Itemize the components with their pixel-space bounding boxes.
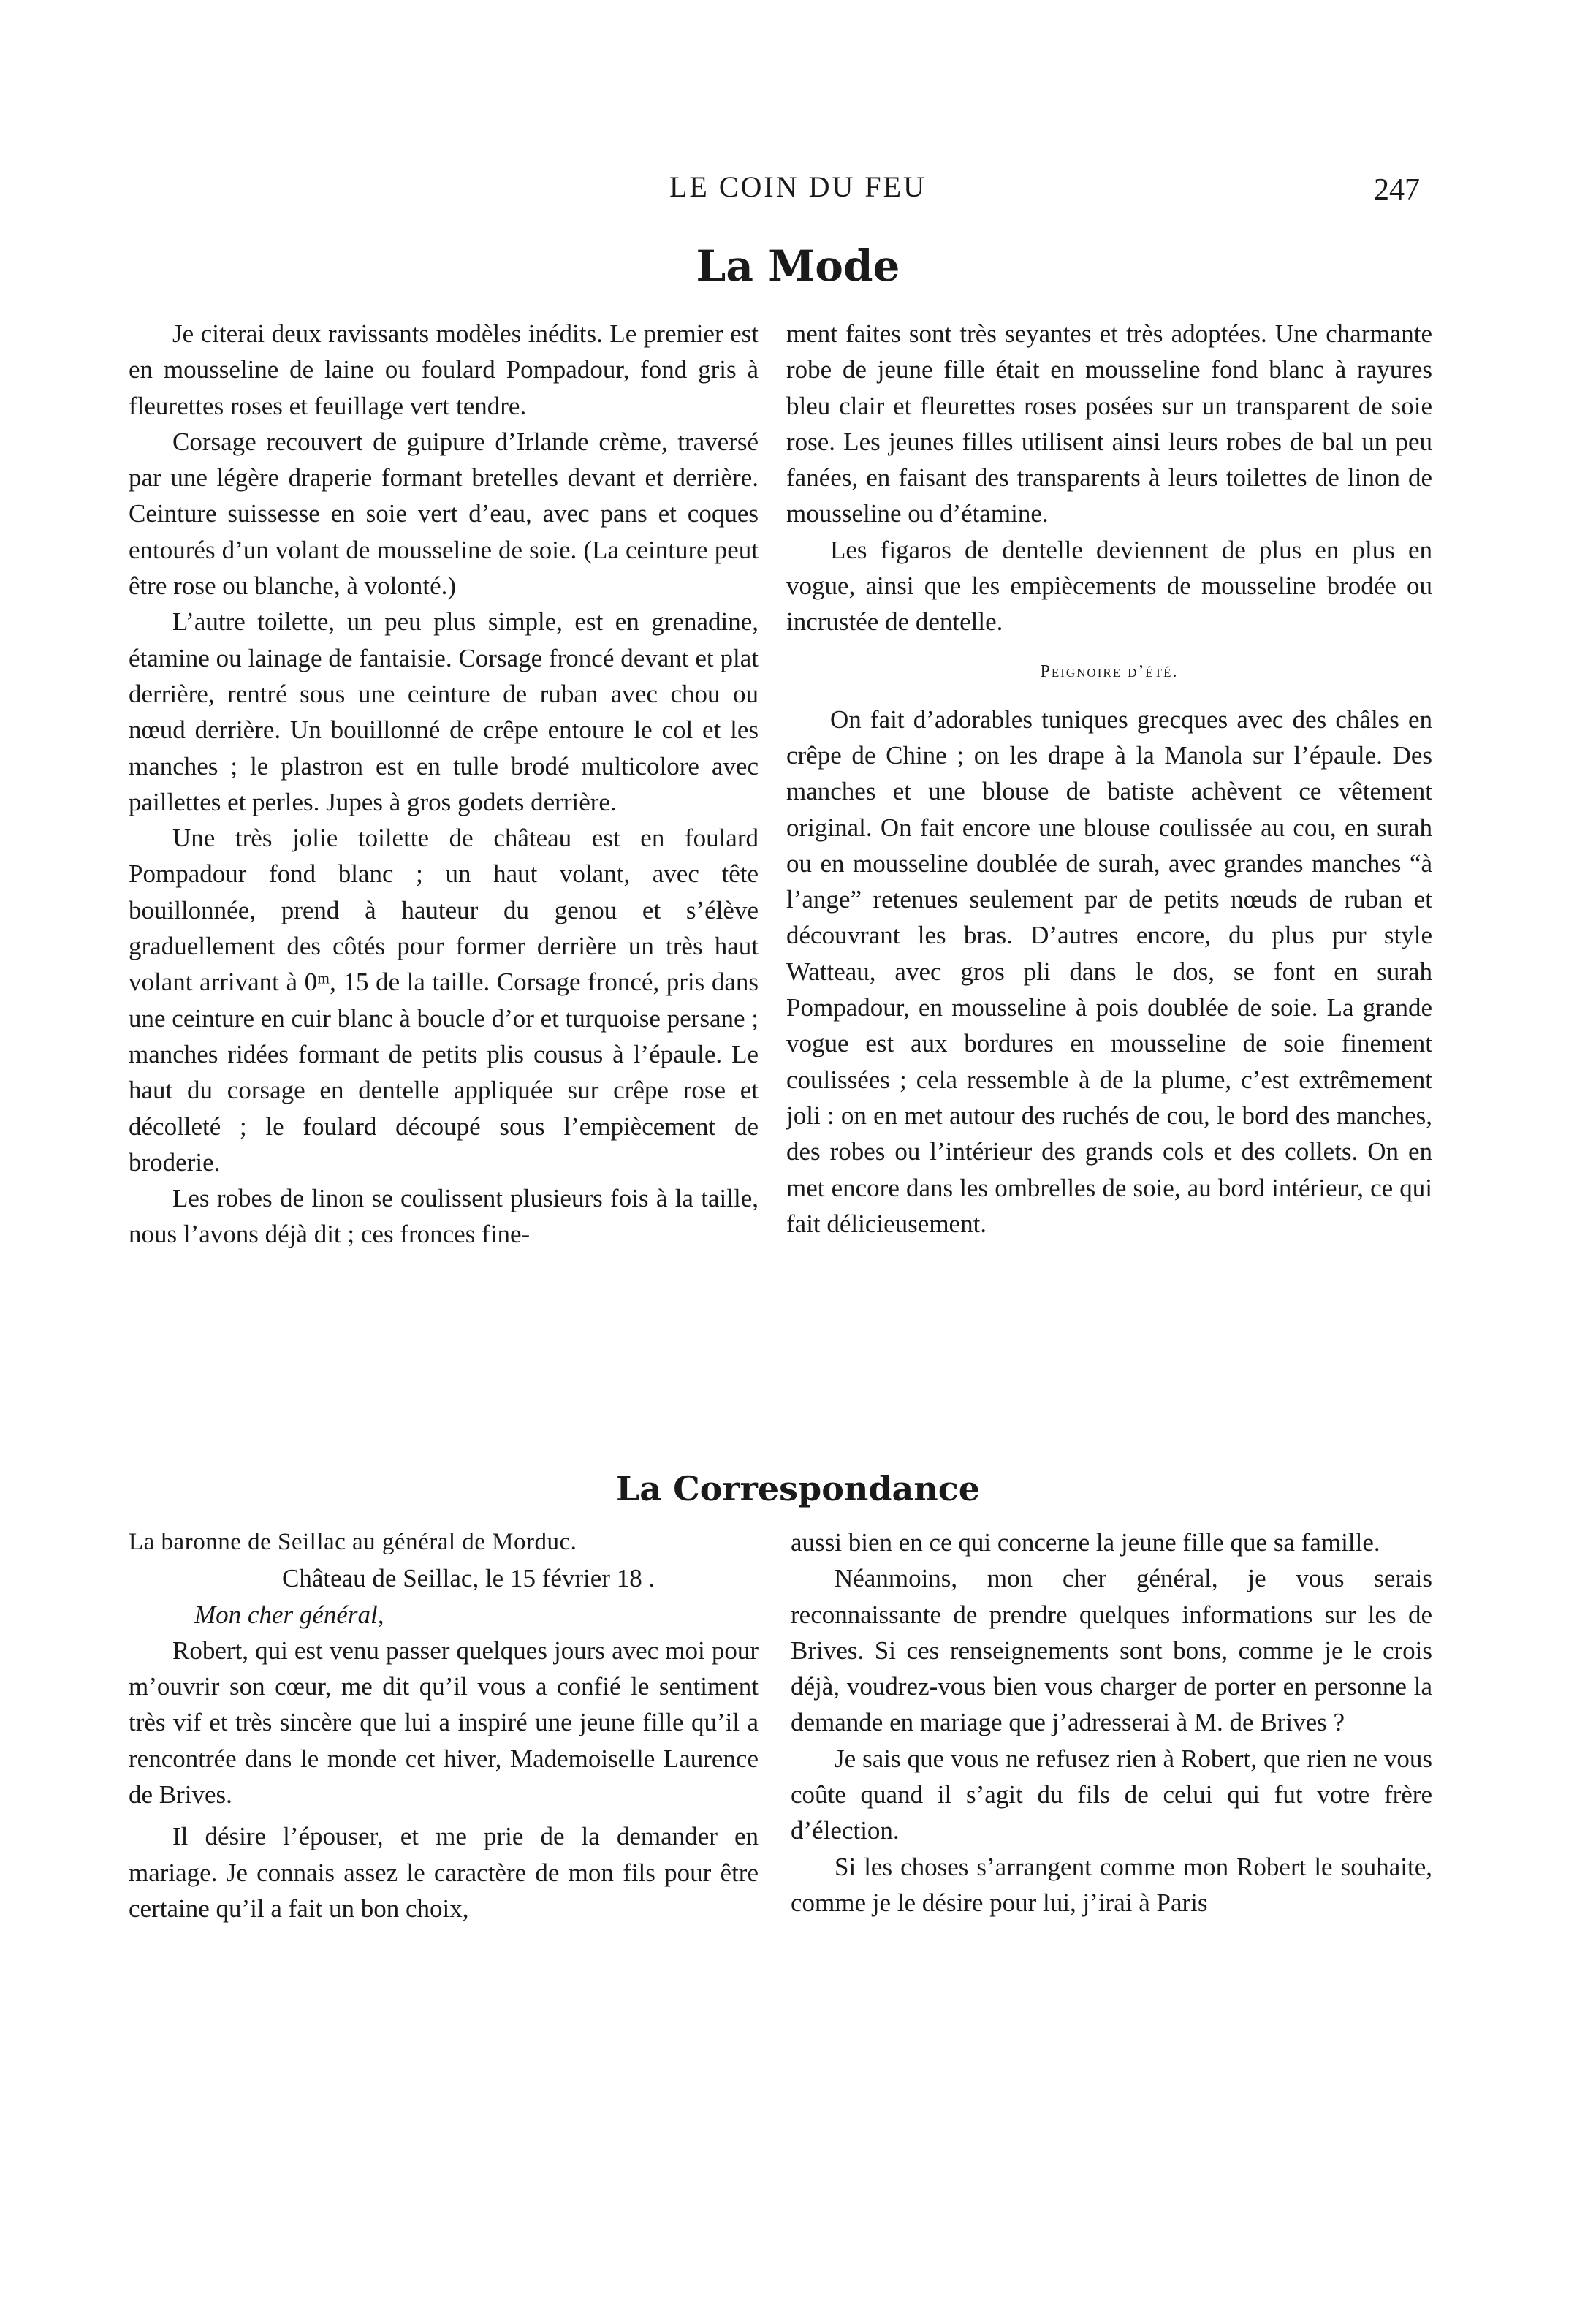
section-title-correspondance: La Correspondance [615, 1469, 981, 1508]
paragraph: Je citerai deux ravissants modèles inédits. Le premier est en mousseline de laine ou foulard Pompadour, fond gris à fleurettes roses et feuillage vert tendre. [129, 319, 759, 420]
paragraph: Robert, qui est venu passer quelques jours avec moi pour m’ouvrir son cœur, me dit qu’il vous a confié le sentiment très vif et très sincère que lui a inspiré une jeune fille qu’il a rencontrée dans le monde cet hiver, Mademoiselle Laurence de Brives. [129, 1636, 759, 1810]
letter-header: La baronne de Seillac au général de Morduc. [129, 1529, 577, 1555]
page-number: 247 [1374, 173, 1420, 207]
mode-left-column [129, 316, 759, 1253]
paragraph: Il désire l’épouser, et me prie de la demander en mariage. Je connais assez le caractère de mon fils pour être certaine qu’il a fait un bon choix, [129, 1822, 759, 1923]
correspondance-right-column [791, 1524, 1432, 1921]
running-head-title: LE COIN DU FEU [669, 170, 927, 203]
place-date: Château de Seillac, le 15 février 18 . [282, 1564, 656, 1593]
salutation: Mon cher général, [194, 1600, 384, 1629]
paragraph: Corsage recouvert de guipure d’Irlande crème, traversé par une légère draperie formant bretelles devant et derrière. Ceinture suissesse en soie vert d’eau, avec pans et coques entourés d’un volant de mousseline de soie. (La ceinture peut être rose ou blanche, à volonté.) [129, 427, 759, 601]
paragraph: Je sais que vous ne refusez rien à Robert, que rien ne vous coûte quand il s’agit du fils de celui qui fut votre frère d’élection. [791, 1744, 1432, 1845]
paragraph: L’autre toilette, un peu plus simple, est en grenadine, étamine ou lainage de fantaisie. Corsage froncé devant et plat derrière, rentré sous une ceinture de ruban avec chou ou nœud derrière. Un bouillonné de crêpe entoure le col et les manches ; le plastron est en tulle brodé multicolore avec paillettes et perles. Jupes à gros godets derrière. [129, 607, 759, 816]
paragraph: On fait d’adorables tuniques grecques avec des châles en crêpe de Chine ; on les drape à la Manola sur l’épaule. Des manches et une blouse de batiste achèvent ce vêtement original. On fait encore une blouse coulissée au cou, en surah ou en mousseline doublée de surah, avec grandes manches “à l’ange” retenues seulement par de petits nœuds de ruban et découvrant les bras. D’autres encore, du plus pur style Watteau, avec gros pli dans le dos, se font en surah Pompadour, en mousseline à pois doublée de soie. La grande vogue est aux bordures en mousseline de soie finement coulissées ; cela ressemble à de la plume, c’est extrêmement joli : on en met autour des ruchés de cou, le bord des manches, des robes ou l’intérieur des grands cols et des collets. On en met encore dans les ombrelles de soie, au bord intérieur, ce qui fait délicieusement. [786, 705, 1432, 1238]
paragraph: Les figaros de dentelle deviennent de plus en plus en vogue, ainsi que les empiècements de mousseline brodée ou incrustée de dentelle. [786, 535, 1432, 637]
section-title-mode: La Mode [696, 241, 900, 291]
paragraph: Les robes de linon se coulissent plusieurs fois à la taille, nous l’avons déjà dit ; ces fronces fine- [129, 1184, 759, 1249]
subheading: Peignoire d’été. [1040, 661, 1179, 681]
correspondance-left-column [129, 1524, 759, 1926]
paragraph: Néanmoins, mon cher général, je vous serais reconnaissante de prendre quelques informations sur les de Brives. Si ces renseignements sont bons, comme je le crois déjà, voudrez-vous bien vous charger de porter en personne la demande en mariage que j’adresserai à M. de Brives ? [791, 1564, 1432, 1737]
paragraph: Une très jolie toilette de château est en foulard Pompadour fond blanc ; un haut volant, avec tête bouillonnée, prend à hauteur du genou et s’élève graduellement des côtés pour former derrière un très haut volant arrivant à 0ᵐ, 15 de la taille. Corsage froncé, pris dans une ceinture en cuir blanc à boucle d’or et turquoise persane ; manches ridées formant de petits plis cousus à l’épaule. Le haut du corsage en dentelle appliquée sur crêpe rose et décolleté ; le foulard découpé sous l’empiècement de broderie. [129, 824, 759, 1177]
paragraph: ment faites sont très seyantes et très adoptées. Une charmante robe de jeune fille était en mousseline fond blanc à rayures bleu clair et fleurettes roses posées sur un transparent de soie rose. Les jeunes filles utilisent ainsi leurs robes de bal un peu fanées, en faisant des transparents à leurs toilettes de linon de mousseline ou d’étamine. [786, 319, 1432, 528]
mode-right-column [786, 316, 1432, 1242]
paragraph: aussi bien en ce qui concerne la jeune fille que sa famille. [791, 1528, 1380, 1557]
paragraph: Si les choses s’arrangent comme mon Robert le souhaite, comme je le désire pour lui, j’irai à Paris [791, 1852, 1432, 1917]
